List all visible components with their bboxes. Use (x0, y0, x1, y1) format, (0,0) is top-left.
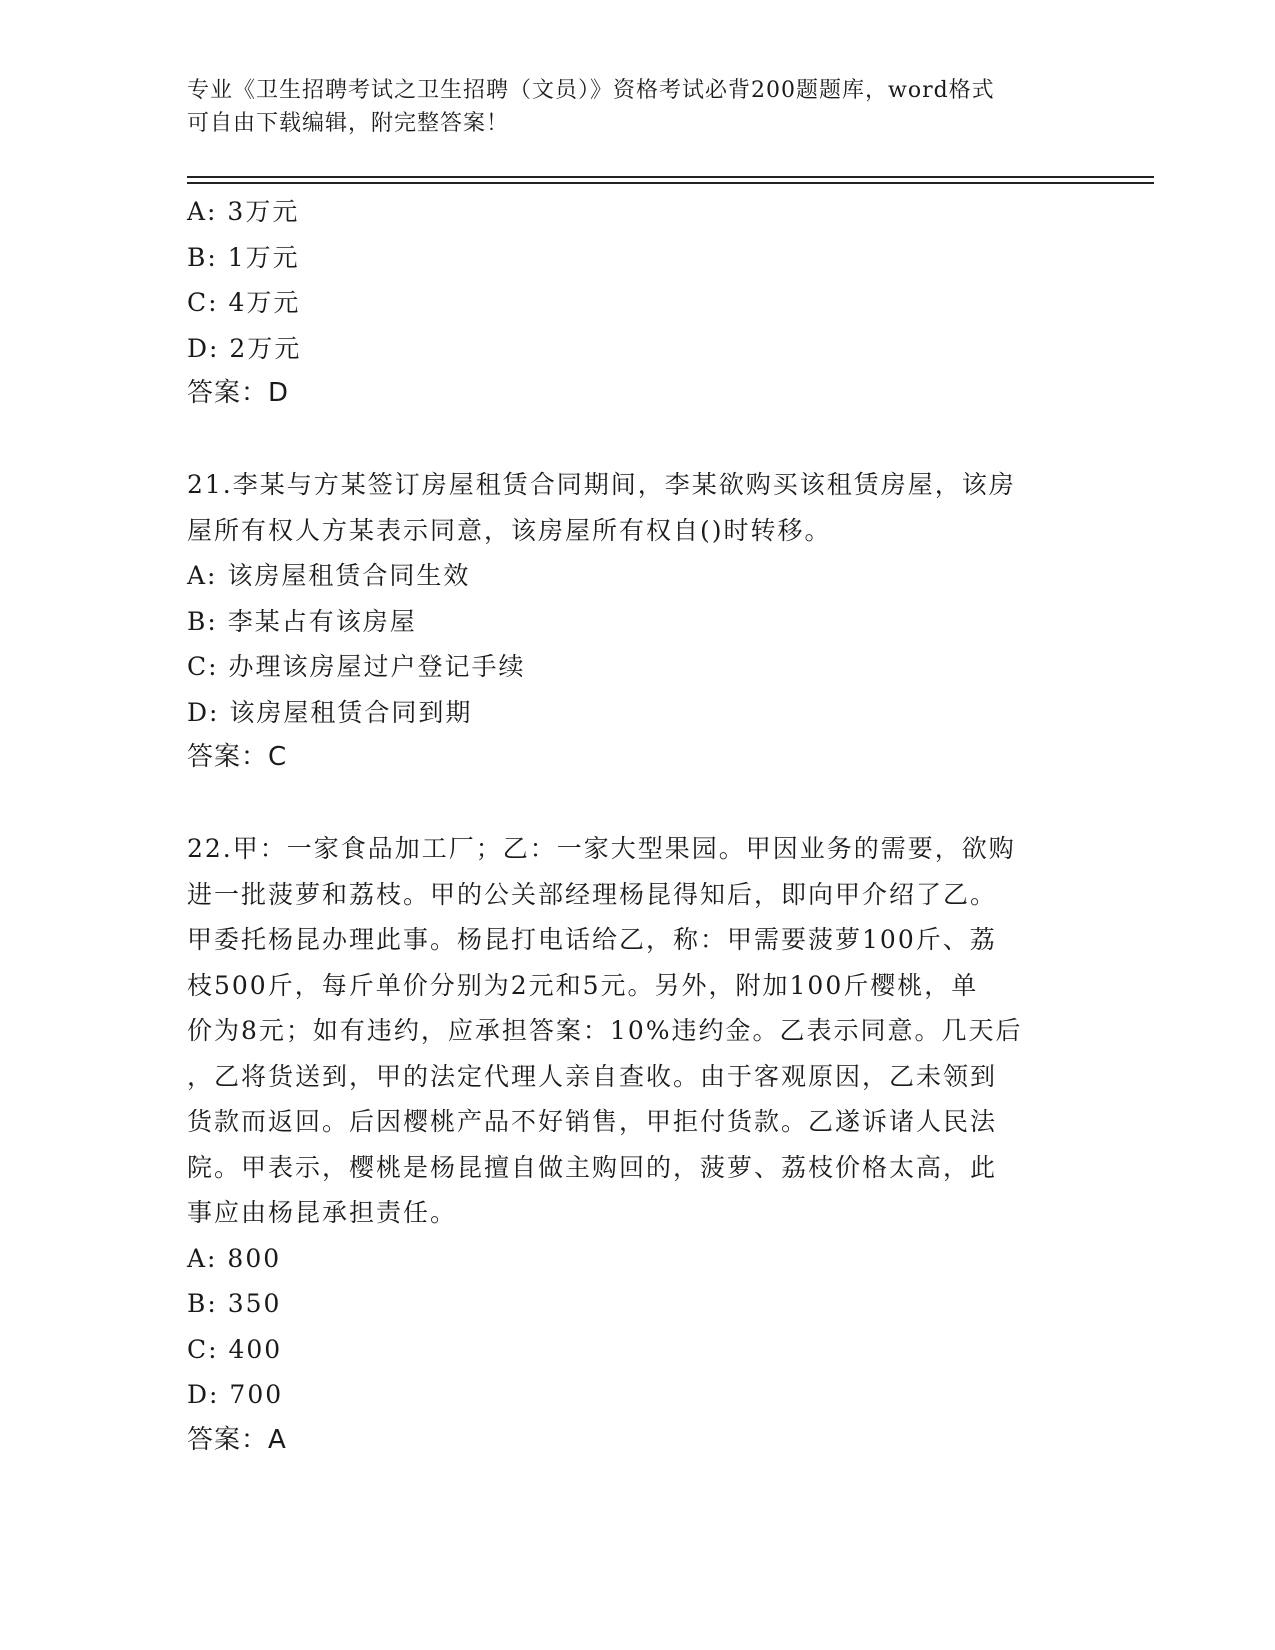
answer: 答案：A (187, 1424, 287, 1455)
question-list (187, 189, 1087, 1463)
spacer (187, 781, 1087, 827)
option-b: B: 李某占有该房屋 (187, 606, 417, 636)
question-stem-line: 货款而返回。后因樱桃产品不好销售，甲拒付货款。乙遂诉诸人民法 (187, 1107, 998, 1136)
option-d: D: 该房屋租赁合同到期 (187, 697, 473, 727)
question-stem-line: ，乙将货送到，甲的法定代理人亲自查收。由于客观原因，乙未领到 (187, 1061, 998, 1091)
question-stem-line: 进一批菠萝和荔枝。甲的公关部经理杨昆得知后，即向甲介绍了乙。 (187, 879, 998, 909)
answer: 答案：C (187, 742, 288, 772)
question-20 (187, 189, 1087, 417)
option-a: A: 800 (187, 1243, 282, 1273)
question-stem-line: 甲委托杨昆办理此事。杨昆打电话给乙，称：甲需要菠萝100斤、荔 (187, 925, 997, 954)
question-stem-line: 事应由杨昆承担责任。 (187, 1198, 458, 1227)
spacer (187, 417, 1087, 463)
header-rule-top (187, 176, 1154, 178)
question-stem-line: 院。甲表示，樱桃是杨昆擅自做主购回的，菠萝、荔枝价格太高，此 (187, 1152, 998, 1182)
option-a: A: 该房屋租赁合同生效 (187, 561, 471, 590)
option-b: B: 1万元 (187, 242, 300, 272)
option-c: C: 4万元 (187, 288, 301, 317)
answer: 答案：D (187, 378, 290, 408)
header-line-1: 专业《卫生招聘考试之卫生招聘（文员）》资格考试必背200题题库，word格式 (187, 78, 995, 103)
question-stem-line: 22.甲：一家食品加工厂；乙：一家大型果园。甲因业务的需要，欲购 (187, 834, 1016, 863)
question-22 (187, 826, 1087, 1463)
option-d: D: 2万元 (187, 333, 302, 363)
question-stem-line: 枝500斤，每斤单价分别为2元和5元。另外，附加100斤樱桃，单 (187, 970, 979, 1000)
option-a: A: 3万元 (187, 197, 300, 226)
option-b: B: 350 (187, 1289, 282, 1318)
header-rule-bottom (187, 182, 1154, 184)
question-21 (187, 462, 1087, 781)
option-c: C: 400 (187, 1334, 283, 1364)
option-c: C: 办理该房屋过户登记手续 (187, 652, 526, 681)
header-line-2: 可自由下载编辑，附完整答案！ (187, 111, 510, 136)
option-d: D: 700 (187, 1380, 284, 1409)
question-stem-line: 价为8元；如有违约，应承担答案：10%违约金。乙表示同意。几天后 (187, 1016, 1023, 1045)
question-stem-line: 21.李某与方某签订房屋租赁合同期间，李某欲购买该租赁房屋，该房 (187, 470, 1016, 499)
question-stem-line: 屋所有权人方某表示同意，该房屋所有权自()时转移。 (187, 515, 832, 545)
page-header (187, 74, 1067, 140)
